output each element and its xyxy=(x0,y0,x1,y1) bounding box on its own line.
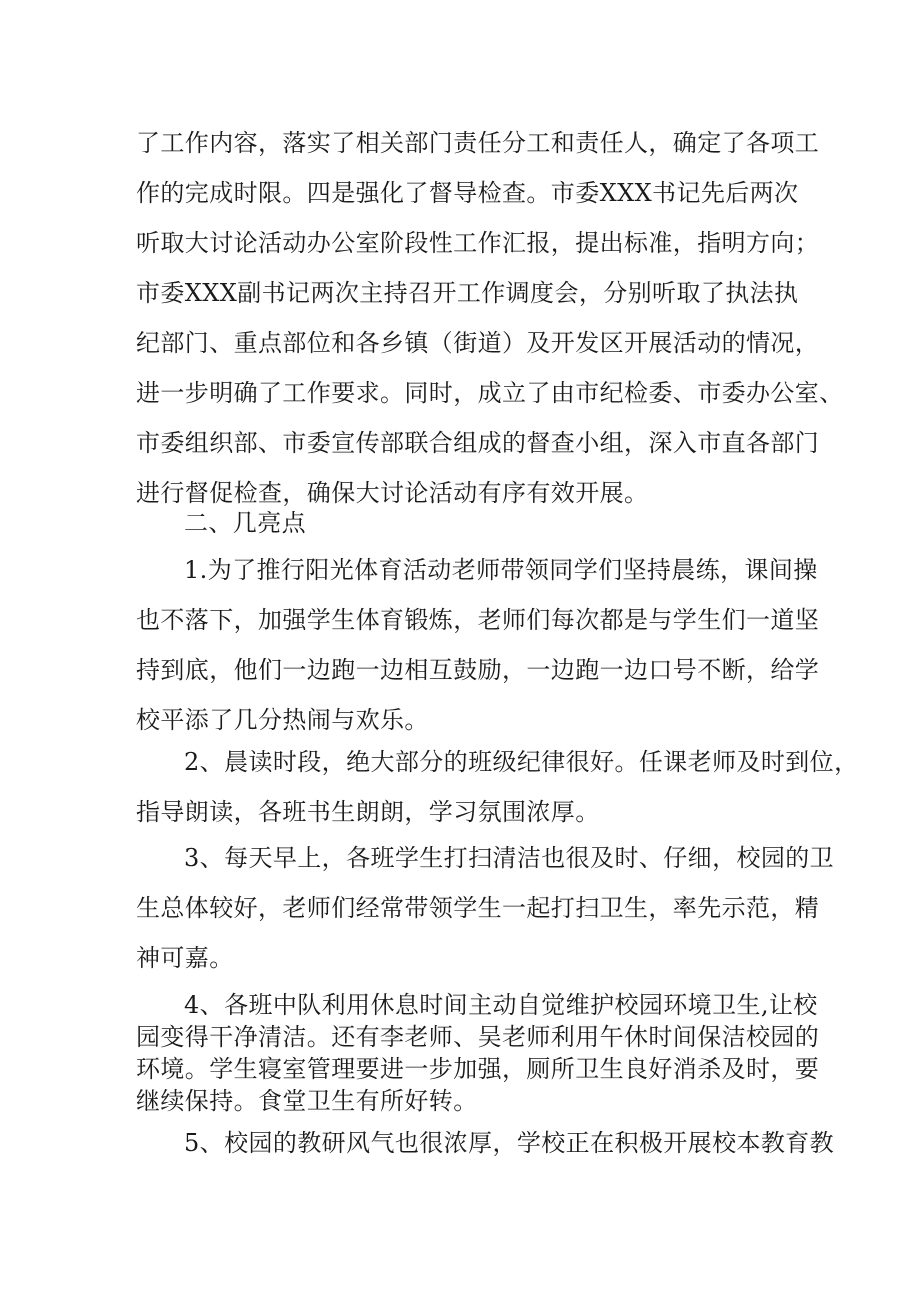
text-line: 生总体较好，老师们经常带领学生一起打扫卫生，率先示范，精 xyxy=(136,894,820,922)
text-line: 2、晨读时段，绝大部分的班级纪律很好。任课老师及时到位， xyxy=(184,748,859,776)
text-line: 3、每天早上，各班学生打扫清洁也很及时、仔细，校园的卫 xyxy=(184,844,835,872)
text-line: 5、校园的教研风气也很浓厚，学校正在积极开展校本教育教 xyxy=(184,1129,835,1157)
text-line: 1.为了推行阳光体育活动老师带领同学们坚持晨练，课间操 xyxy=(184,556,818,584)
text-line: 环境。学生寝室管理要进一步加强，厕所卫生良好消杀及时，要 xyxy=(136,1055,820,1083)
text-line: 作的完成时限。四是强化了督导检查。市委XXX书记先后两次 xyxy=(136,179,799,207)
body-paragraph-item-4 xyxy=(136,989,820,1117)
text-line: 纪部门、重点部位和各乡镇（街道）及开发区开展活动的情况， xyxy=(136,329,820,357)
text-line: 4、各班中队利用休息时间主动自觉维护校园环境卫生,让校 xyxy=(184,991,818,1019)
text-line: 进一步明确了工作要求。同时，成立了由市纪检委、市委办公室、 xyxy=(136,379,844,407)
text-line: 持到底，他们一边跑一边相互鼓励，一边跑一边口号不断，给学 xyxy=(136,656,820,684)
body-paragraph-item-2 xyxy=(136,737,859,837)
body-paragraph-item-1 xyxy=(136,545,820,745)
body-paragraph-item-5 xyxy=(136,1118,835,1168)
body-paragraph-continuation xyxy=(136,118,844,518)
section-heading xyxy=(136,498,798,548)
text-line: 市委组织部、市委宣传部联合组成的督查小组，深入市直各部门 xyxy=(136,429,820,457)
heading-text: 二、几亮点 xyxy=(184,509,306,537)
text-line: 了工作内容，落实了相关部门责任分工和责任人，确定了各项工 xyxy=(136,129,820,157)
text-line: 听取大讨论活动办公室阶段性工作汇报，提出标准，指明方向； xyxy=(136,229,820,257)
text-line: 也不落下，加强学生体育锻炼，老师们每次都是与学生们一道坚 xyxy=(136,606,820,634)
text-line: 园变得干净清洁。还有李老师、吴老师利用午休时间保洁校园的 xyxy=(136,1023,820,1051)
text-line: 指导朗读，各班书生朗朗，学习氛围浓厚。 xyxy=(136,798,600,826)
text-line: 进行督促检查，确保大讨论活动有序有效开展。 xyxy=(136,479,649,507)
text-line: 继续保持。食堂卫生有所好转。 xyxy=(136,1087,478,1115)
text-line: 神可嘉。 xyxy=(136,944,234,972)
body-paragraph-item-3 xyxy=(136,833,835,983)
text-line: 校平添了几分热闹与欢乐。 xyxy=(136,706,429,734)
text-line: 市委XXX副书记两次主持召开工作调度会，分别听取了执法执 xyxy=(136,279,799,307)
